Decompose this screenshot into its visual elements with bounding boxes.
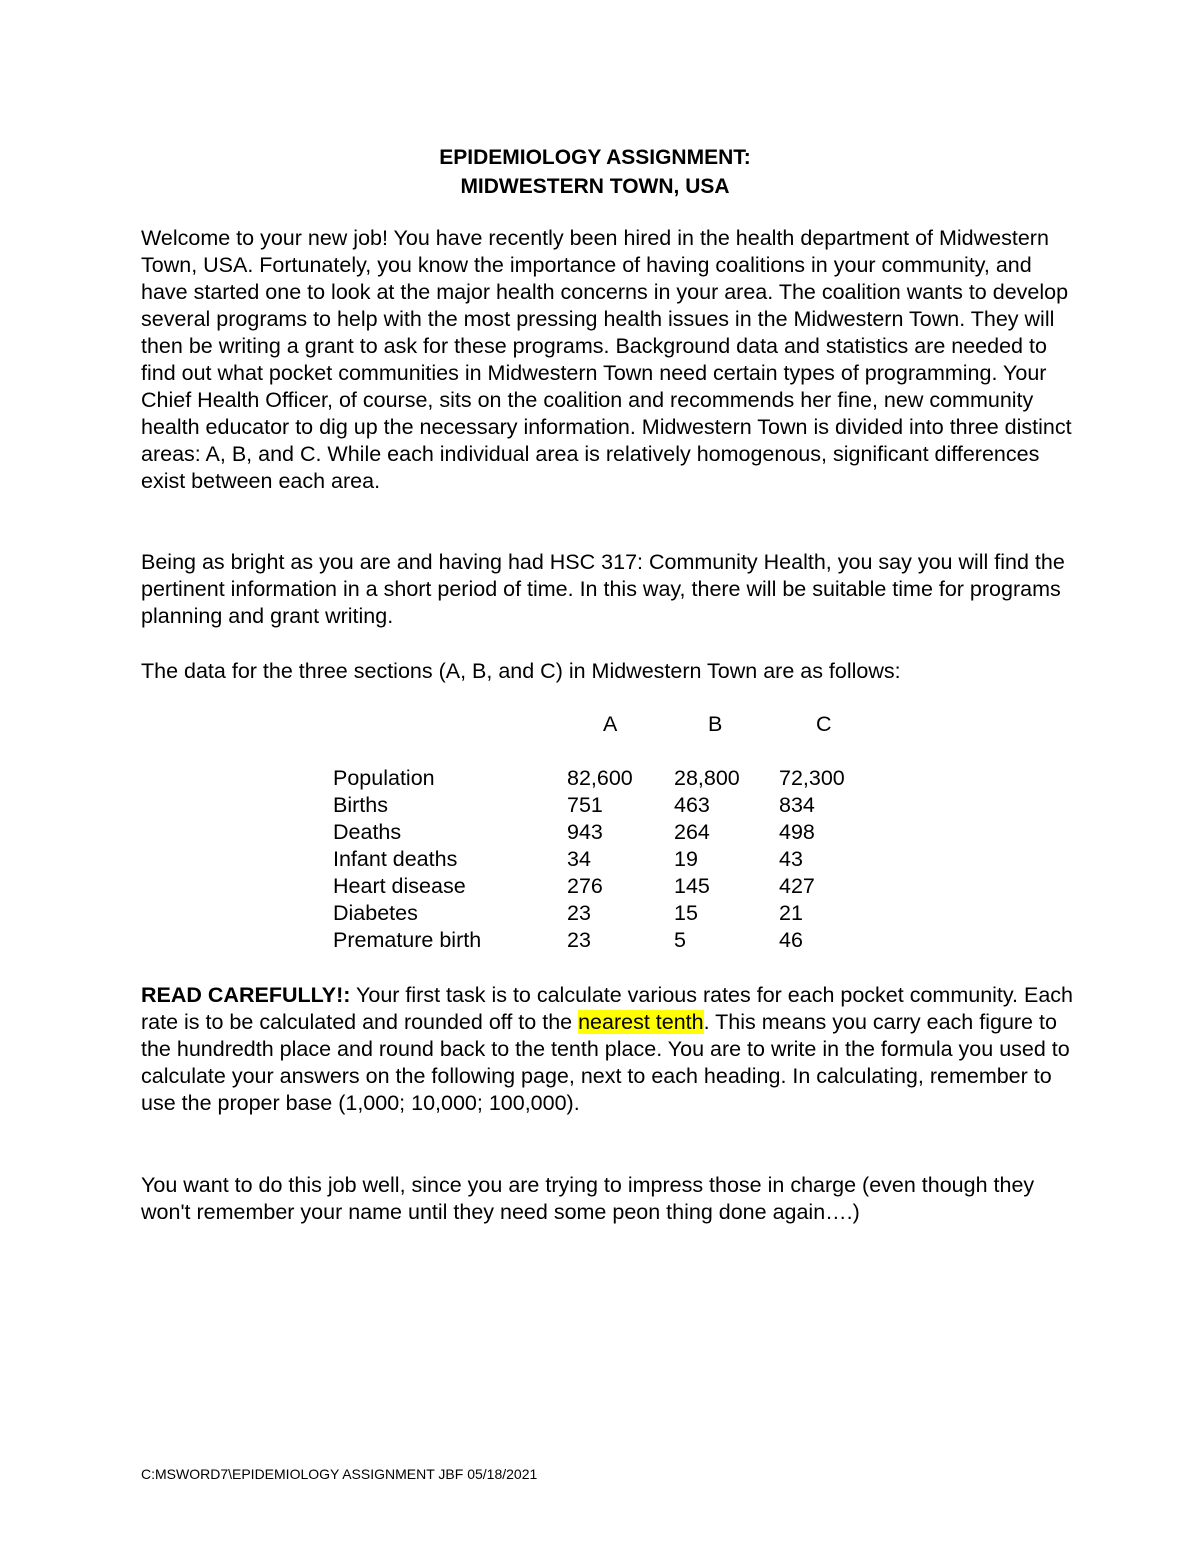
cell-a: 34 xyxy=(567,847,591,871)
background-paragraph: Being as bright as you are and having had HSC 317: Community Health, you say you will find the pertinent information in a short period of time. In this way, there will be suitable time for programs planning and grant writing. xyxy=(141,550,1065,628)
cell-c: 72,300 xyxy=(779,766,845,790)
instructions-paragraph xyxy=(141,982,1081,1117)
cell-c: 498 xyxy=(779,820,815,844)
column-header-a: A xyxy=(603,712,618,736)
instructions-text-before: Your first task is to calculate various rates for each pocket community. Each rate is to be calculated and rounded off to the xyxy=(141,983,1074,1034)
cell-b: 19 xyxy=(674,847,698,871)
row-label: Premature birth xyxy=(333,928,482,952)
column-header-b: B xyxy=(708,712,723,736)
highlighted-text: nearest tenth xyxy=(578,1010,704,1034)
row-label: Heart disease xyxy=(333,874,466,898)
cell-a: 23 xyxy=(567,901,591,925)
cell-b: 5 xyxy=(674,928,686,952)
intro-paragraph: Welcome to your new job! You have recently been hired in the health department of Midwestern Town, USA. Fortunately, you know the importance of having coalitions in your community, and have started one to look at the major health concerns in your area. The coalition wants to develop several programs to help with the most pressing health issues in the Midwestern Town. They will then be writing a grant to ask for these programs. Background data and statistics are needed to find out what pocket communities in Midwestern Town need certain types of programming. Your Chief Health Officer, of course, sits on the coalition and recommends her fine, new community health educator to dig up the necessary information. Midwestern Town is divided into three distinct areas: A, B, and C. While each individual area is relatively homogenous, significant differences exist between each area. xyxy=(141,226,1072,493)
cell-b: 145 xyxy=(674,874,710,898)
read-carefully-label: READ CAREFULLY!: xyxy=(141,983,351,1007)
title-line-2: MIDWESTERN TOWN, USA xyxy=(460,175,730,198)
closing-paragraph: You want to do this job well, since you are trying to impress those in charge (even though they won't remember your name until they need some peon thing done again….) xyxy=(141,1173,1035,1224)
cell-b: 28,800 xyxy=(674,766,740,790)
document-footer: C:MSWORD7\EPIDEMIOLOGY ASSIGNMENT JBF 05/18/2021 xyxy=(141,1466,538,1482)
row-label: Deaths xyxy=(333,820,402,844)
row-label: Infant deaths xyxy=(333,847,458,871)
row-label: Population xyxy=(333,766,435,790)
cell-a: 82,600 xyxy=(567,766,633,790)
cell-a: 943 xyxy=(567,820,603,844)
cell-c: 43 xyxy=(779,847,803,871)
row-label: Births xyxy=(333,793,388,817)
cell-b: 463 xyxy=(674,793,710,817)
data-intro-paragraph: The data for the three sections (A, B, and C) in Midwestern Town are as follows: xyxy=(141,659,901,683)
cell-b: 15 xyxy=(674,901,698,925)
instructions-text-after: . This means you carry each figure to the hundredth place and round back to the tenth place. You are to write in the formula you used to calculate your answers on the following page, next to each heading. In calculating, remember to use the proper base (1,000; 10,000; 100,000). xyxy=(141,1010,1070,1115)
cell-a: 751 xyxy=(567,793,603,817)
cell-b: 264 xyxy=(674,820,710,844)
cell-c: 46 xyxy=(779,928,803,952)
cell-c: 427 xyxy=(779,874,815,898)
cell-c: 834 xyxy=(779,793,815,817)
cell-a: 276 xyxy=(567,874,603,898)
row-label: Diabetes xyxy=(333,901,418,925)
document-title xyxy=(0,143,1190,201)
cell-a: 23 xyxy=(567,928,591,952)
title-line-1: EPIDEMIOLOGY ASSIGNMENT: xyxy=(439,146,751,169)
cell-c: 21 xyxy=(779,901,803,925)
column-header-c: C xyxy=(816,712,832,736)
